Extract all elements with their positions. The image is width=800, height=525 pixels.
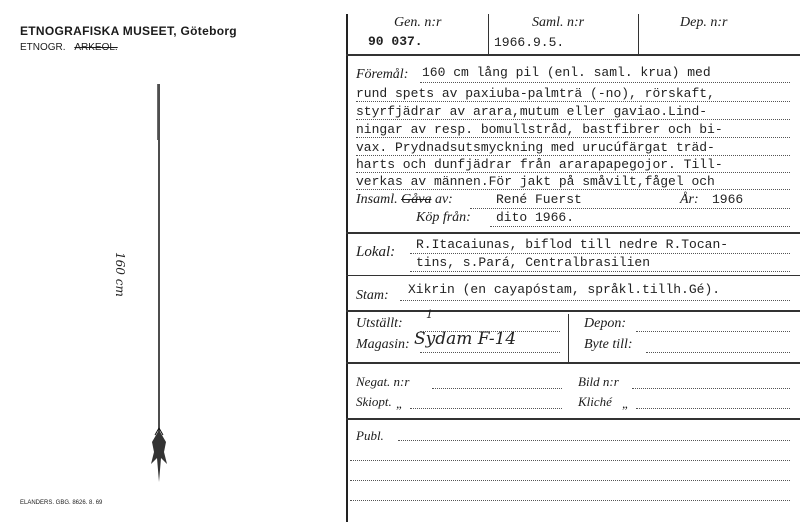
foremal-line-1: 160 cm lång pil (enl. saml. krua) med <box>422 65 711 80</box>
section-rule-3 <box>346 310 800 312</box>
bild-label: Bild n:r <box>578 374 619 389</box>
publ-dotline-2 <box>350 460 790 461</box>
department-label <box>20 42 118 53</box>
magasin-value: Sydam F-14 <box>414 329 517 349</box>
gen-nr-label: Gen. n:r <box>394 15 442 30</box>
section-rule-1 <box>346 232 800 234</box>
kliche-value: „ <box>622 396 630 411</box>
magasin-dotline <box>420 352 560 353</box>
foremal-line-3: styrfjädrar av arara,mutum eller gaviao.Lind- <box>356 104 708 119</box>
header-divider-1 <box>488 14 489 54</box>
kop-label: Köp från: <box>416 210 471 225</box>
kop-dotline <box>490 226 790 227</box>
gen-nr-value: 90 037. <box>368 34 423 49</box>
kop-value: dito 1966. <box>496 210 575 225</box>
foremal-dotline-3 <box>356 119 790 120</box>
kliche-dotline <box>636 408 790 409</box>
depon-dotline <box>636 331 790 332</box>
insaml-gava-struck: Gåva <box>401 192 432 207</box>
kliche-label: Kliché <box>578 394 612 409</box>
museum-name: ETNOGRAFISKA MUSEET, Göteborg <box>20 24 237 38</box>
skiopt-dotline <box>410 408 562 409</box>
magasin-label: Magasin: <box>356 337 410 352</box>
utstallt-value: 1 <box>426 308 433 321</box>
foremal-line-6: harts och dunfjädrar från ararapapegojor. Till- <box>356 157 723 172</box>
department-etnogr: ETNOGR. <box>20 42 66 53</box>
header-divider-2 <box>638 14 639 54</box>
skiopt-label: Skiopt. <box>356 394 392 409</box>
foremal-dotline-4 <box>356 137 790 138</box>
section-rule-2 <box>346 275 800 276</box>
ar-value: 1966 <box>712 192 744 207</box>
negat-dotline <box>432 388 562 389</box>
section-rule-4 <box>346 362 800 364</box>
arrow-length-label: 160 cm <box>113 252 127 297</box>
publ-dotline-1 <box>398 440 790 441</box>
printer-mark: ELANDERS. GBG. 8626. 8. 69 <box>20 500 103 506</box>
lokal-line-2: tins, s.Pará, Centralbrasilien <box>416 255 651 270</box>
bild-dotline <box>632 388 790 389</box>
department-arkeol-struck: ARKEOL. <box>74 42 118 53</box>
lokal-dotline-1 <box>410 253 790 254</box>
ar-label: År: <box>680 192 699 207</box>
insaml-label: Insaml. Gåva av: <box>356 192 453 207</box>
foremal-label: Föremål: <box>356 67 409 82</box>
saml-nr-label: Saml. n:r <box>532 15 585 30</box>
lokal-dotline-2 <box>410 271 790 272</box>
stam-dotline <box>400 300 790 301</box>
utstallt-label: Utställt: <box>356 316 403 331</box>
byte-dotline <box>646 352 790 353</box>
depon-label: Depon: <box>584 316 626 331</box>
foremal-dotline-7 <box>356 189 790 190</box>
stam-value: Xikrin (en cayapóstam, språkl.tillh.Gé). <box>408 282 721 297</box>
lokal-label: Lokal: <box>356 244 396 260</box>
foremal-dotline-6 <box>356 172 790 173</box>
saml-nr-value: 1966.9.5. <box>494 35 565 50</box>
card-left-border <box>346 14 348 522</box>
section-rule-5 <box>346 418 800 420</box>
foremal-line-7: verkas av männen.För jakt på småvilt,fågel och <box>356 174 715 189</box>
publ-dotline-3 <box>350 480 790 481</box>
publ-dotline-4 <box>350 500 790 501</box>
foremal-line-2: rund spets av paxiuba-palmträ (-no), rörskaft, <box>356 86 715 101</box>
foremal-dotline-2 <box>356 101 790 102</box>
stam-label: Stam: <box>356 288 389 303</box>
byte-label: Byte till: <box>584 337 633 352</box>
foremal-line-4: ningar av resp. bomullstråd, bastfibrer och bi- <box>356 122 723 137</box>
lokal-line-1: R.Itacaiunas, biflod till nedre R.Tocan- <box>416 237 729 252</box>
foremal-dotline-1 <box>420 82 790 83</box>
insaml-value: René Fuerst <box>496 192 582 207</box>
utstallt-divider <box>568 314 569 362</box>
skiopt-value: „ <box>396 396 404 411</box>
arrow-drawing <box>135 80 185 490</box>
foremal-dotline-5 <box>356 155 790 156</box>
publ-label: Publ. <box>356 428 384 443</box>
foremal-line-5: vax. Prydnadsutsmyckning med urucúfärgat träd- <box>356 140 715 155</box>
negat-label: Negat. n:r <box>356 374 410 389</box>
header-rule <box>346 54 800 56</box>
insaml-dotline <box>470 208 790 209</box>
utstallt-dotline <box>420 331 560 332</box>
dep-nr-label: Dep. n:r <box>680 15 728 30</box>
